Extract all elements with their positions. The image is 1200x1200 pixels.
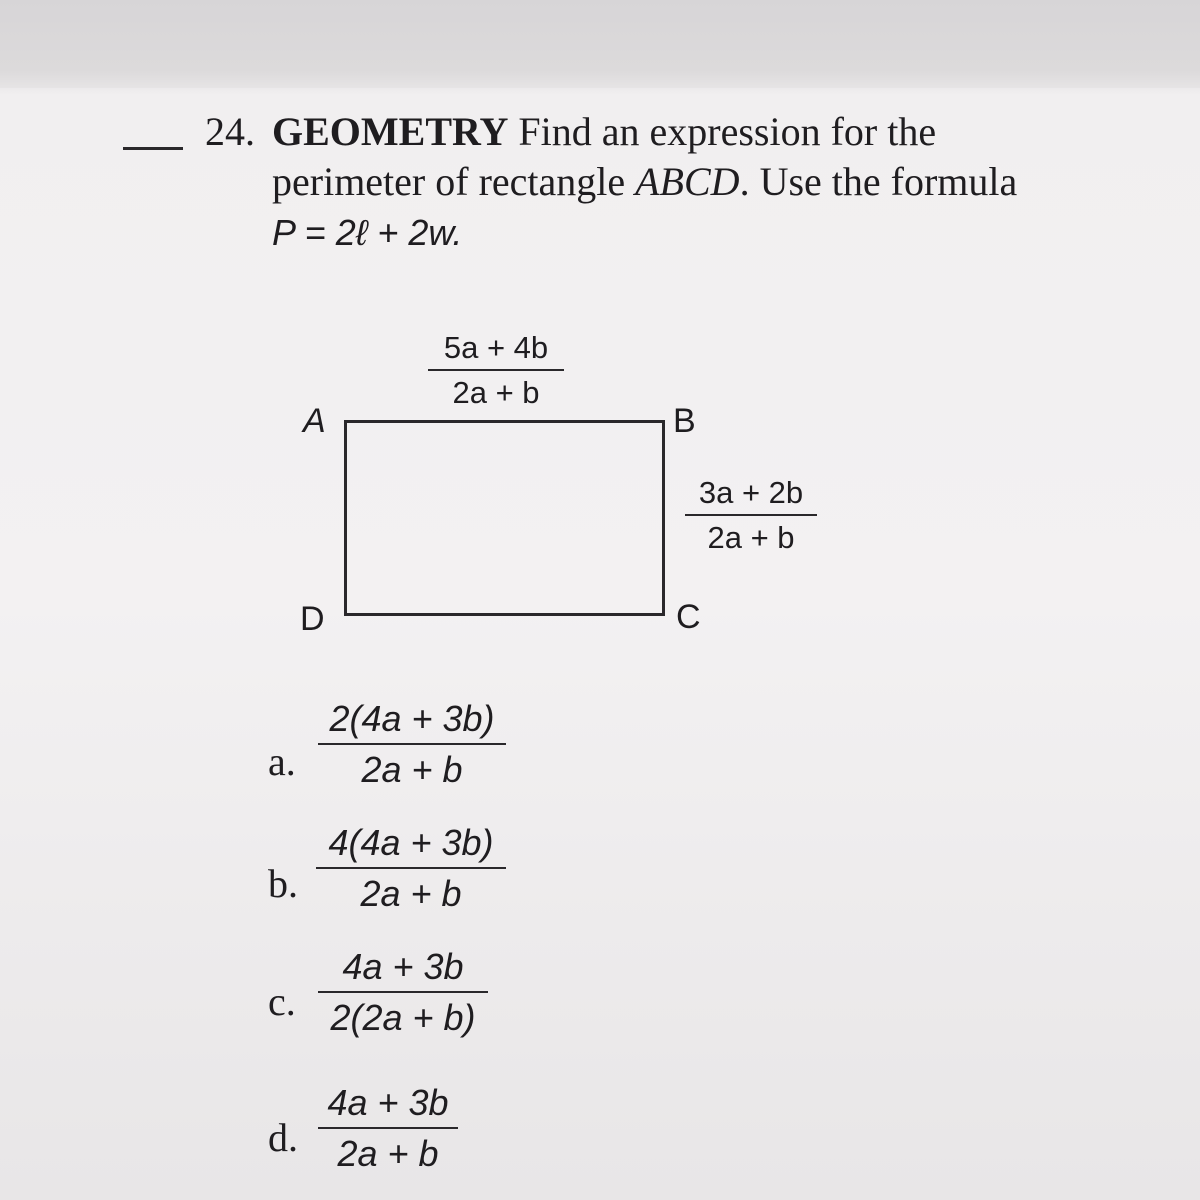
vertex-c-label: C <box>676 598 701 636</box>
vertex-a-label: A <box>303 402 326 440</box>
choice-d-numerator: 4a + 3b <box>327 1082 449 1123</box>
choice-b-fraction-bar <box>316 867 506 869</box>
perimeter-formula: P = 2ℓ + 2w. <box>272 212 463 253</box>
choice-c-numerator: 4a + 3b <box>342 946 464 987</box>
question-text-2b: . Use the formula <box>739 159 1018 204</box>
rectangle-abcd <box>344 420 665 616</box>
choice-c-letter[interactable]: c. <box>268 979 296 1024</box>
length-numerator: 5a + 4b <box>443 330 549 365</box>
vertex-b-label: B <box>673 402 696 440</box>
question-text-1: Find an expression for the <box>508 109 937 154</box>
choice-a-denominator: 2a + b <box>361 749 463 790</box>
width-denominator: 2a + b <box>707 520 795 555</box>
choice-d-letter[interactable]: d. <box>268 1115 298 1160</box>
choice-d-expression[interactable] <box>318 1082 458 1175</box>
question-subject: GEOMETRY <box>272 109 509 154</box>
question-line-1 <box>272 108 936 155</box>
choice-a-fraction-bar <box>318 743 506 745</box>
width-label <box>685 475 817 556</box>
question-number: 24. <box>205 109 255 154</box>
page-top-band <box>0 0 1200 88</box>
rectangle-name: ABCD <box>635 159 740 204</box>
choice-a-numerator: 2(4a + 3b) <box>329 698 495 739</box>
length-denominator: 2a + b <box>452 375 540 410</box>
choice-c-fraction-bar <box>318 991 488 993</box>
choice-c-denominator: 2(2a + b) <box>330 997 476 1038</box>
question-line-2 <box>272 158 1017 205</box>
answer-blank-line[interactable] <box>123 147 183 150</box>
choice-c-expression[interactable] <box>318 946 488 1039</box>
length-fraction-bar <box>428 369 564 371</box>
choice-b-letter[interactable]: b. <box>268 861 298 906</box>
width-fraction-bar <box>685 514 817 516</box>
choice-a-expression[interactable] <box>318 698 506 791</box>
width-numerator: 3a + 2b <box>698 475 804 510</box>
vertex-d-label: D <box>300 600 325 638</box>
question-text-2a: perimeter of rectangle <box>272 159 636 204</box>
choice-b-expression[interactable] <box>316 822 506 915</box>
choice-b-numerator: 4(4a + 3b) <box>328 822 494 863</box>
choice-d-fraction-bar <box>318 1127 458 1129</box>
choice-b-denominator: 2a + b <box>360 873 462 914</box>
length-label <box>428 330 564 411</box>
choice-a-letter[interactable]: a. <box>268 739 296 784</box>
choice-d-denominator: 2a + b <box>337 1133 439 1174</box>
